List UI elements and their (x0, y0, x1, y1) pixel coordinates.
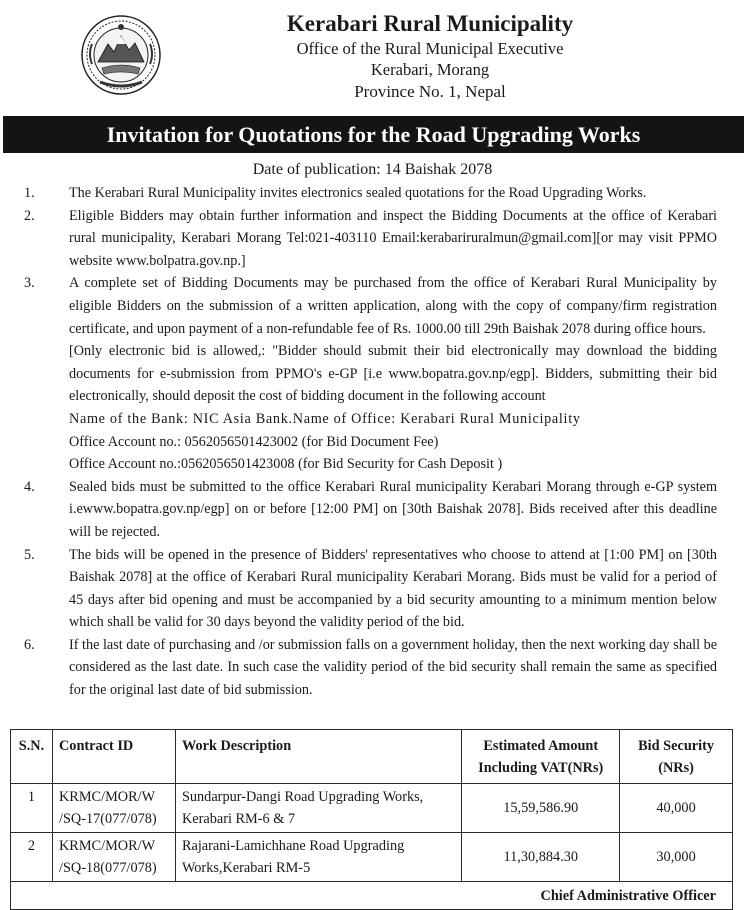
row-contract-id (52, 833, 175, 882)
notice-body (0, 182, 745, 702)
header-contract-id: Contract ID (52, 730, 175, 784)
row-work-description (175, 784, 461, 833)
contract-id-line2: /SQ-17(077/078) (58, 811, 157, 827)
row-bid-security: 40,000 (620, 784, 733, 833)
item-text: If the last date of purchasing and /or submission falls on a government holiday, then the next working day shall be considered as the last date. In such case the validity period of the bid security shall remain the same as specified for the original last date of bid submission. (69, 636, 717, 699)
office-name: Office of the Rural Municipal Executive (296, 39, 564, 58)
row-contract-id (52, 784, 175, 833)
electronic-bid-note: [Only electronic bid is allowed,: "Bidder should submit their bid electronically may download the bidding documents for e-submission from PPMO's e-GP [i.e www.bopatra.gov.np/egp]. Bidders, submitting their bid electronically, should deposit the cost of bidding document in the following account (69, 343, 717, 405)
list-item (0, 634, 745, 702)
row-bid-security: 30,000 (620, 833, 733, 882)
publication-date: Date of publication: 14 Baishak 2078 (252, 161, 493, 178)
header-security-line2: (NRs) (658, 760, 694, 776)
item-text: A complete set of Bidding Documents may be purchased from the office of Kerabari Rural Municipality by eligible Bidders on the submission of a written application, along with the copy of company/firm registration certificate, and upon payment of a non-refundable fee of Rs. 1000.00 till 29th Baishak 2078 during office hours. (69, 275, 717, 337)
row-estimated-amount: 15,59,586.90 (462, 784, 620, 833)
list-item (0, 205, 745, 273)
item-number: 4. (24, 478, 35, 495)
table-row (11, 833, 733, 882)
item-text: The Kerabari Rural Municipality invites electronics sealed quotations for the Road Upgrading Works. (69, 185, 647, 201)
work-line1: Sundarpur-Dangi Road Upgrading Works, (181, 789, 424, 805)
work-line2: Works,Kerabari RM-5 (181, 860, 311, 876)
work-line2: Kerabari RM-6 & 7 (181, 811, 296, 827)
list-item (0, 544, 745, 634)
item-number: 6. (24, 636, 35, 653)
list-item (0, 182, 745, 205)
header-amount-line1: Estimated Amount (483, 738, 599, 754)
province-line: Province No. 1, Nepal (354, 82, 506, 101)
account-bid-security: Office Account no.:0562056501423008 (for Bid Security for Cash Deposit ) (69, 456, 503, 473)
header-security-line1: Bid Security (638, 738, 714, 754)
table-header-row (11, 730, 733, 784)
notice-title-banner: Invitation for Quotations for the Road Upgrading Works (3, 116, 744, 153)
table-row (11, 784, 733, 833)
row-estimated-amount: 11,30,884.30 (462, 833, 620, 882)
org-name: Kerabari Rural Municipality (286, 11, 574, 36)
list-item (0, 476, 745, 544)
item-number: 5. (24, 546, 35, 563)
row-sn: 1 (11, 784, 53, 833)
signature-row (11, 882, 733, 910)
work-line1: Rajarani-Lamichhane Road Upgrading (181, 838, 405, 854)
letterhead (0, 10, 745, 104)
header-work-description: Work Description (175, 730, 461, 784)
contracts-table (10, 729, 733, 907)
row-work-description (175, 833, 461, 882)
item-text: Eligible Bidders may obtain further information and inspect the Bidding Documents at the office of Kerabari rural municipality, Kerabari Morang Tel:021-403110 Email:kerabariruralmun@gmail.com][or may visit PPMO website www.bolpatra.gov.np.] (69, 207, 717, 269)
contract-id-line1: KRMC/MOR/W (58, 789, 156, 805)
account-document-fee: Office Account no.: 0562056501423002 (for Bid Document Fee) (69, 433, 439, 450)
header-sn: S.N. (11, 730, 53, 784)
office-location: Kerabari, Morang (370, 60, 490, 79)
contract-id-line1: KRMC/MOR/W (58, 838, 156, 854)
signatory-title: Chief Administrative Officer (11, 882, 733, 910)
item-number: 1. (24, 185, 35, 201)
bank-details: Name of the Bank: NIC Asia Bank.Name of Office: Kerabari Rural Municipality (69, 410, 581, 427)
header-estimated-amount (462, 730, 620, 784)
list-item (0, 272, 745, 340)
item-number: 2. (24, 207, 35, 224)
row-sn: 2 (11, 833, 53, 882)
header-bid-security (620, 730, 733, 784)
item-text: The bids will be opened in the presence of Bidders' representatives who choose to attend at [1:00 PM] on [30th Baishak 2078] at the office of Kerabari Rural municipality Kerabari Morang. Bids must be valid for a period of 45 days after bid opening and must be accompanied by a bid security amounting to a minimum mention below which shall be valid for 30 days beyond the validity period of the bid. (69, 546, 717, 631)
header-amount-line2: Including VAT(NRs) (478, 760, 604, 776)
contract-id-line2: /SQ-18(077/078) (58, 860, 157, 876)
item-text: Sealed bids must be submitted to the office Kerabari Rural municipality Kerabari Morang through e-GP system i.ewww.bopatra.gov.np/egp] on or before [12:00 PM] on [30th Baishak 2078]. Bids received after this deadline will be rejected. (69, 478, 717, 540)
item-number: 3. (24, 275, 35, 292)
